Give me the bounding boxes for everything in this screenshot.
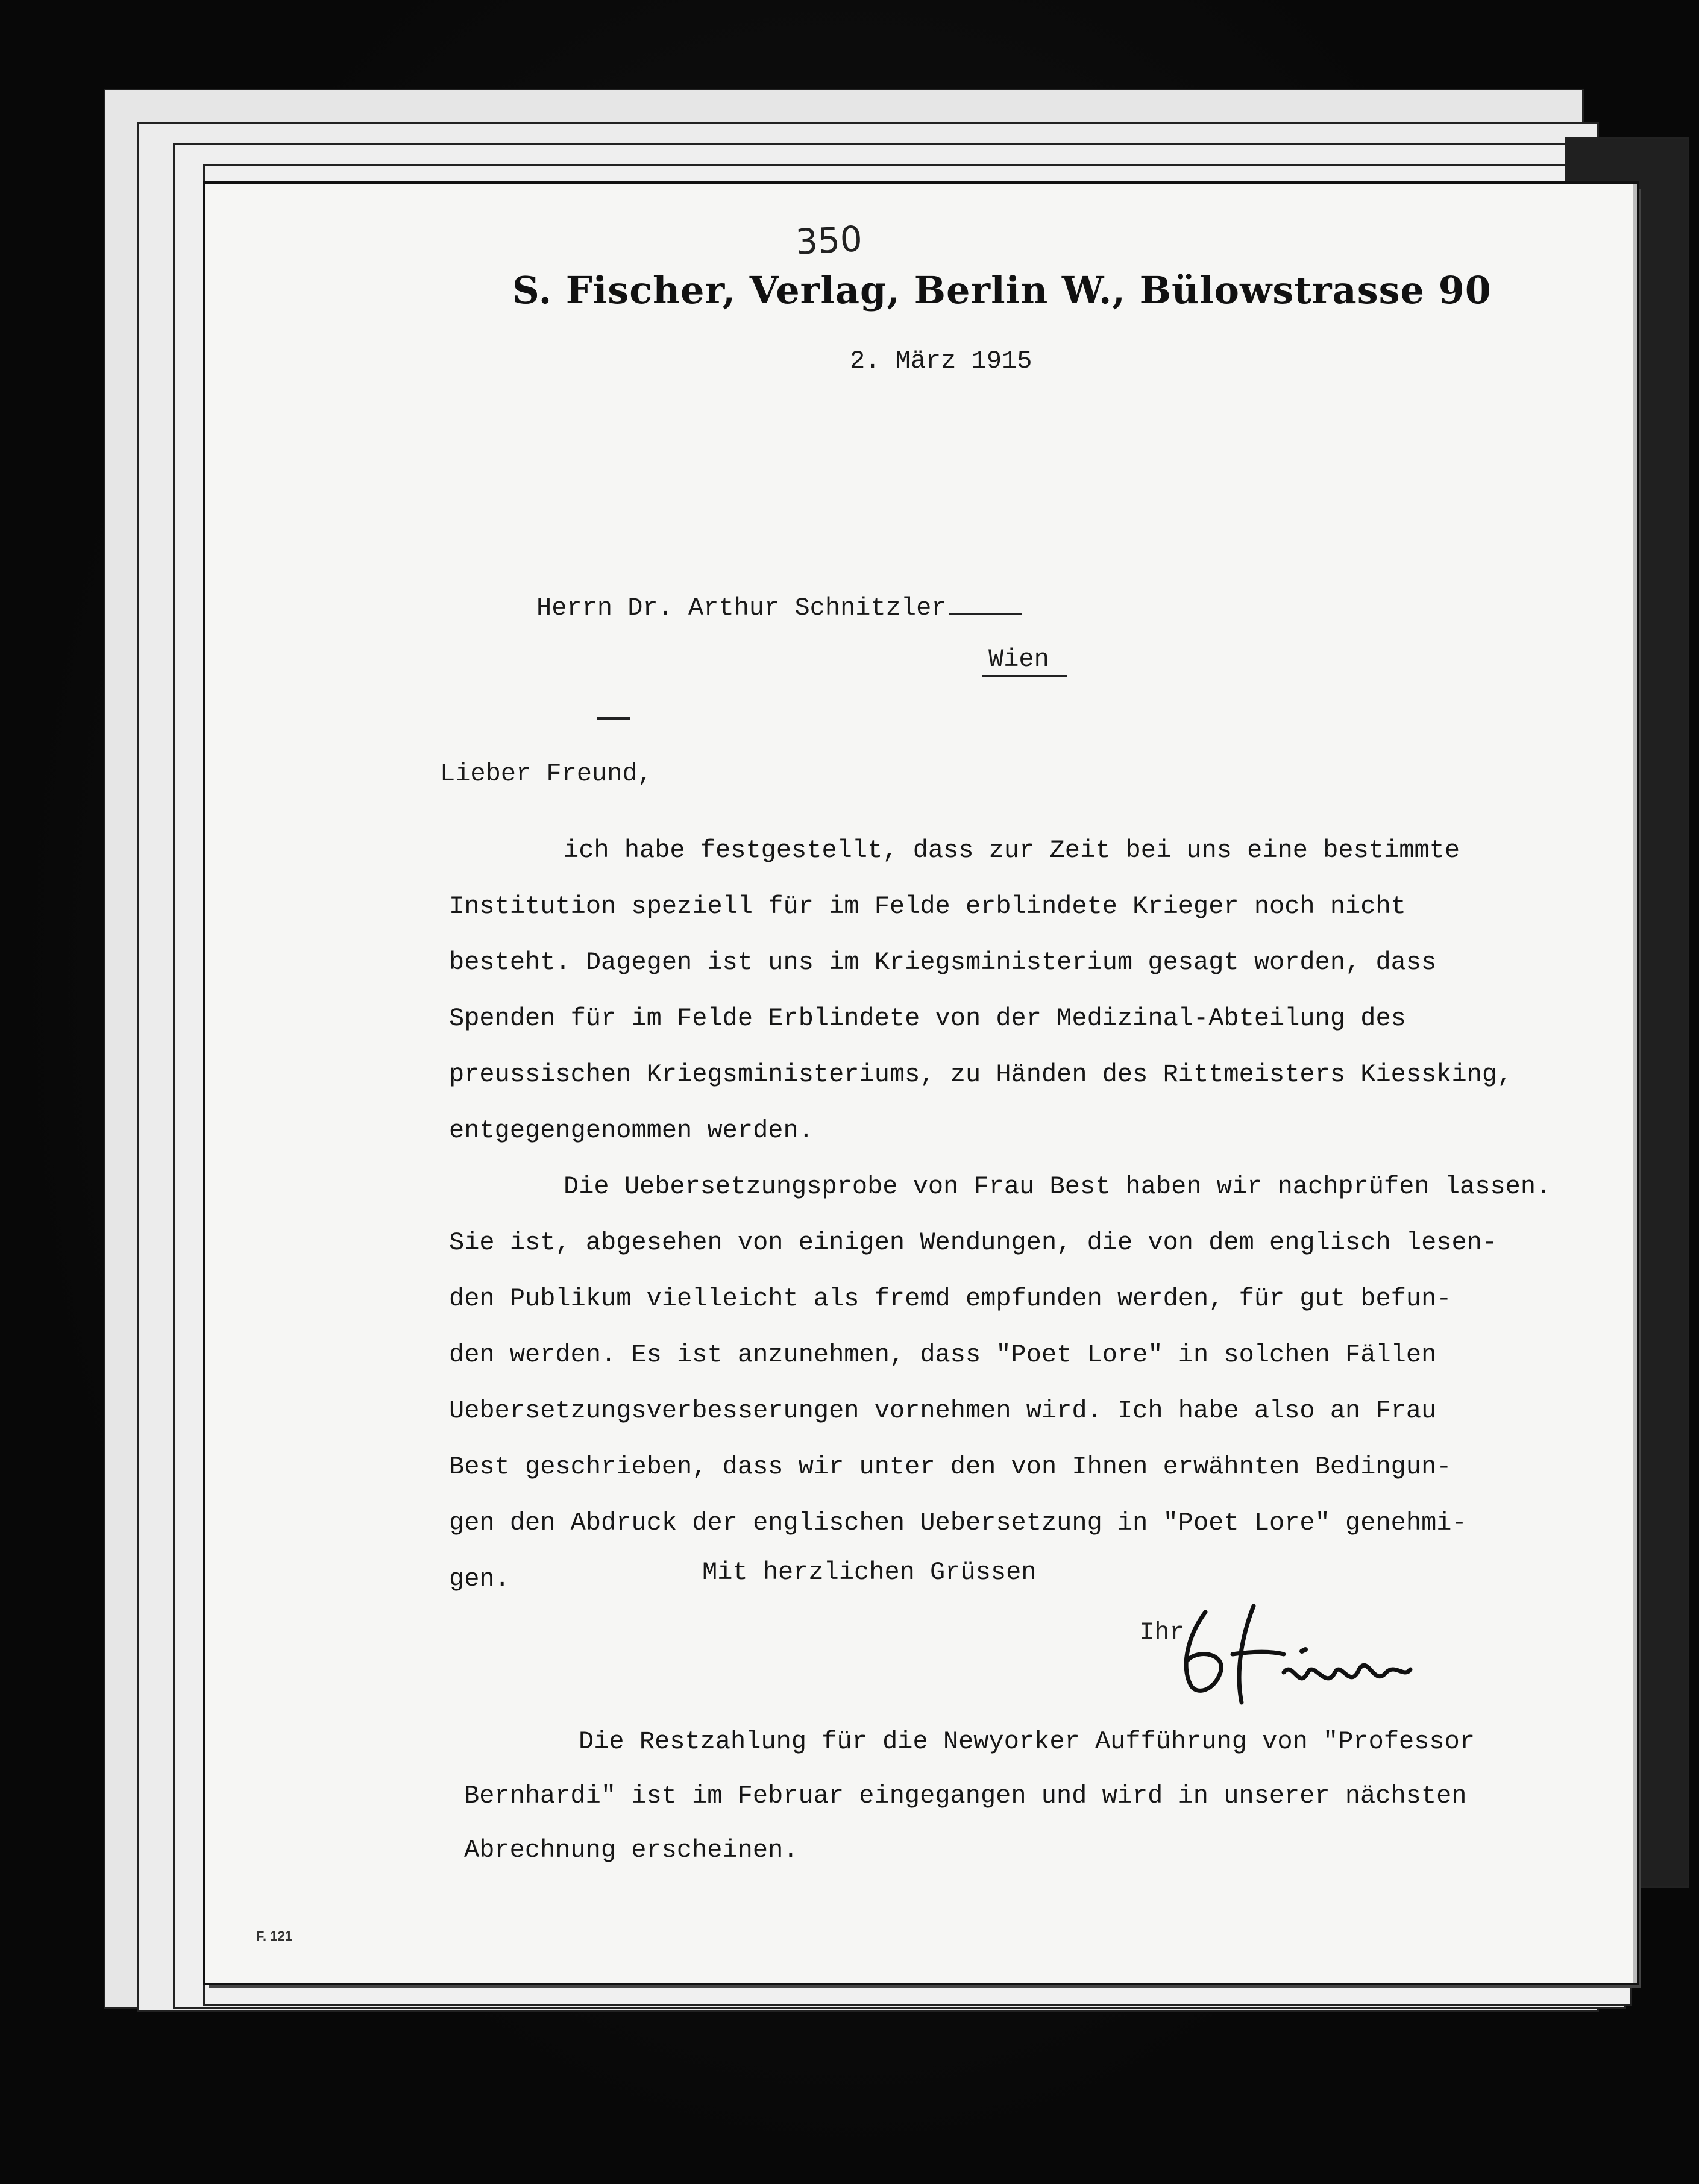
body-line: Best geschrieben, dass wir unter den von Ihnen erwähnten Bedingun-	[449, 1452, 1452, 1481]
body-line: gen.	[449, 1564, 510, 1593]
body-line: entgegengenommen werden.	[449, 1116, 814, 1145]
salutation: Lieber Freund,	[440, 759, 653, 788]
body-line: ich habe festgestellt, dass zur Zeit bei uns eine bestimmte	[564, 836, 1460, 865]
underline	[949, 613, 1022, 615]
postscript-line: Bernhardi" ist im Februar eingegangen und wird in unserer nächsten	[464, 1781, 1467, 1810]
letter-body	[449, 823, 1594, 1607]
body-line: besteht. Dagegen ist uns im Kriegsministerium gesagt worden, dass	[449, 948, 1437, 977]
letter-date: 2. März 1915	[850, 347, 1032, 375]
handwritten-signature	[1163, 1594, 1416, 1715]
postscript-line: Die Restzahlung für die Newyorker Aufführung von "Professor	[579, 1727, 1475, 1756]
folio-number: 350	[794, 218, 864, 263]
recipient-name-line	[536, 594, 1022, 623]
body-line: Institution speziell für im Felde erblindete Krieger noch nicht	[449, 892, 1406, 921]
body-line: den werden. Es ist anzunehmen, dass "Poet Lore" in solchen Fällen	[449, 1340, 1437, 1369]
recipient-name: Herrn Dr. Arthur Schnitzler	[536, 594, 947, 623]
body-line: Sie ist, abgesehen von einigen Wendungen, die von dem englisch lesen-	[449, 1228, 1498, 1257]
divider	[597, 717, 630, 720]
body-line: preussischen Kriegsministeriums, zu Händen des Rittmeisters Kiessking,	[449, 1060, 1513, 1089]
closing: Mit herzlichen Grüssen	[702, 1558, 1037, 1587]
form-number: F. 121	[256, 1928, 292, 1944]
body-line: Uebersetzungsverbesserungen vornehmen wird. Ich habe also an Frau	[449, 1396, 1437, 1425]
body-line: gen den Abdruck der englischen Uebersetzung in "Poet Lore" genehmi-	[449, 1508, 1467, 1537]
body-line: Spenden für im Felde Erblindete von der Medizinal-Abteilung des	[449, 1004, 1406, 1033]
letter-page	[205, 184, 1637, 1983]
letterhead: S. Fischer, Verlag, Berlin W., Bülowstrasse 90	[512, 268, 1492, 312]
body-line: Die Uebersetzungsprobe von Frau Best haben wir nachprüfen lassen.	[564, 1172, 1551, 1201]
postscript	[464, 1715, 1609, 1877]
postscript-line: Abrechnung erscheinen.	[464, 1836, 799, 1865]
recipient-city: Wien	[982, 645, 1067, 677]
closing-ihr: Ihr	[1139, 1618, 1185, 1647]
body-line: den Publikum vielleicht als fremd empfunden werden, für gut befun-	[449, 1284, 1452, 1313]
